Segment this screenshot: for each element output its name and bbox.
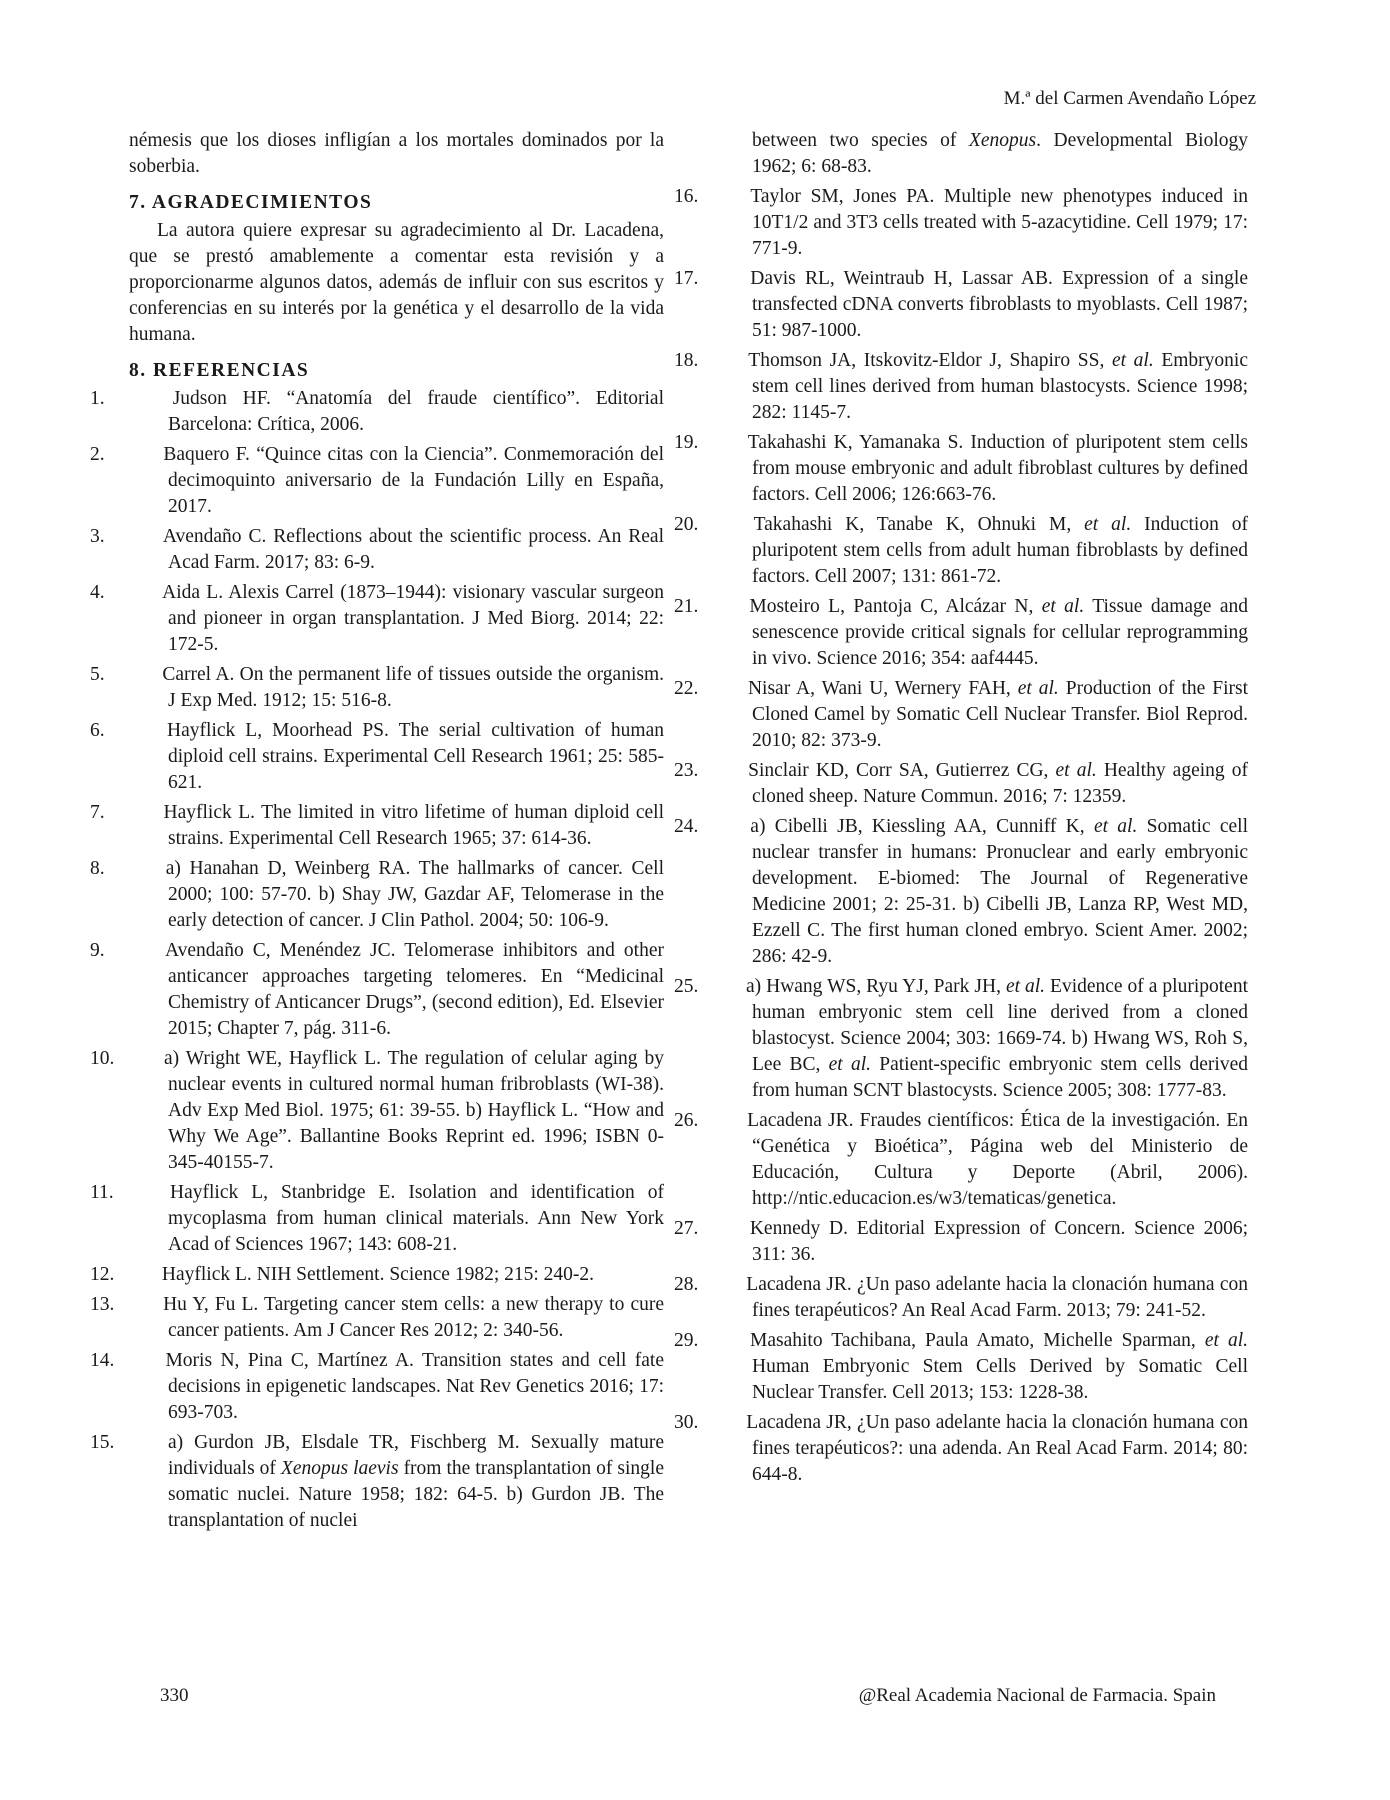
- reference-number: 27.: [674, 1218, 699, 1239]
- reference-item: [90, 718, 665, 796]
- references-list-right: [674, 128, 1249, 1488]
- reference-italic-text: et al.: [1111, 350, 1154, 371]
- reference-text: Baquero F. “Quince citas con la Ciencia”. Conmemoración del decimoquinto aniversario de la Fundación Lilly en España, 2017.: [163, 444, 665, 517]
- reference-item: [674, 512, 1249, 590]
- reference-number: 25.: [674, 976, 699, 997]
- reference-item: [674, 184, 1248, 262]
- reference-number: 6.: [90, 720, 105, 741]
- reference-text: Masahito Tachibana, Paula Amato, Michelle Sparman,: [750, 1330, 1205, 1351]
- left-column: [90, 128, 665, 1538]
- reference-number: 20.: [674, 514, 699, 535]
- reference-text: Nisar A, Wani U, Wernery FAH,: [747, 678, 1018, 699]
- reference-text: Aida L. Alexis Carrel (1873–1944): visionary vascular surgeon and pioneer in organ transplantation. J Med Biorg. 2014; 22: 172-5.: [162, 582, 664, 655]
- reference-text: Human Embryonic Stem Cells Derived by Somatic Cell Nuclear Transfer. Cell 2013; 153: 1228-38.: [752, 1356, 1248, 1403]
- footer-copyright: @Real Academia Nacional de Farmacia. Spain: [858, 1685, 1216, 1706]
- reference-item: [674, 1328, 1248, 1406]
- reference-text: between two species of: [752, 130, 969, 151]
- reference-item: [90, 800, 664, 852]
- reference-item: [674, 676, 1248, 754]
- reference-number: 5.: [90, 664, 105, 685]
- reference-text: Embryonic stem cell lines derived from human blastocysts. Science 1998; 282: 1145-7.: [752, 350, 1249, 423]
- references-list-left: [90, 386, 665, 1534]
- reference-text: Avendaño C. Reflections about the scientific process. An Real Acad Farm. 2017; 83: 6-9.: [162, 526, 664, 573]
- reference-text: Mosteiro L, Pantoja C, Alcázar N,: [749, 596, 1042, 617]
- reference-italic-text: et al.: [1084, 514, 1132, 535]
- reference-text: Hayflick L, Moorhead PS. The serial cultivation of human diploid cell strains. Experimental Cell Research 1961; 25: 585-621.: [167, 720, 665, 793]
- reference-number: 4.: [90, 582, 105, 603]
- reference-text: Carrel A. On the permanent life of tissues outside the organism. J Exp Med. 1912; 15: 516-8.: [162, 664, 664, 711]
- reference-number: 1.: [90, 388, 105, 409]
- reference-text: . Developmental Biology 1962; 6: 68-83.: [752, 130, 1248, 177]
- reference-number: 26.: [674, 1110, 699, 1131]
- references-heading: 8. REFERENCIAS: [129, 360, 310, 381]
- reference-item: [90, 662, 664, 714]
- reference-italic-text: et al.: [1017, 678, 1059, 699]
- reference-text: a) Hanahan D, Weinberg RA. The hallmarks of cancer. Cell 2000; 100: 57-70. b) Shay JW, Gazdar AF, Telomerase in the early detection of cancer. J Clin Pathol. 2004; 50: 106-9.: [165, 858, 665, 931]
- reference-number: 7.: [90, 802, 105, 823]
- reference-text: Takahashi K, Yamanaka S. Induction of pluripotent stem cells from mouse embryonic and adult fibroblast cultures by defined factors. Cell 2006; 126:663-76.: [747, 432, 1248, 505]
- reference-item: [90, 442, 665, 520]
- reference-text: Thomson JA, Itskovitz-Eldor J, Shapiro SS,: [748, 350, 1112, 371]
- reference-text: Lacadena JR. Fraudes científicos: Ética de la investigación. En “Genética y Bioética”, Página web del Ministerio de Educación, Cultura y Deporte (Abril, 2006). http://ntic.educacion.es/w3/tematicas/genetica.: [747, 1110, 1249, 1209]
- reference-text: Patient-specific embryonic stem cells derived from human SCNT blastocysts. Science 2005; 308: 1777-83.: [752, 1054, 1248, 1101]
- reference-text: Avendaño C, Menéndez JC. Telomerase inhibitors and other anticancer approaches targeting telomeres. En “Medicinal Chemistry of Anticancer Drugs”, (second edition), Ed. Elsevier 2015; Chapter 7, pág. 311-6.: [165, 940, 664, 1039]
- reference-number: 15.: [90, 1432, 115, 1453]
- reference-item: [90, 1262, 664, 1288]
- reference-number: 8.: [90, 858, 105, 879]
- reference-number: 2.: [90, 444, 105, 465]
- reference-text: Takahashi K, Tanabe K, Ohnuki M,: [753, 514, 1085, 535]
- reference-number: 12.: [90, 1264, 115, 1285]
- reference-text: Lacadena JR. ¿Un paso adelante hacia la clonación humana con fines terapéuticos? An Real Acad Farm. 2013; 79: 241-52.: [746, 1274, 1249, 1321]
- reference-number: 11.: [90, 1182, 114, 1203]
- reference-number: 9.: [90, 940, 105, 961]
- acknowledgements-paragraph: La autora quiere expresar su agradecimiento al Dr. Lacadena, que se prestó amablemente a comentar esta revisión y a proporcionarme algunos datos, además de influir con sus escritos y conferencias en su interés por la genética y el desarrollo de la vida humana.: [129, 220, 664, 345]
- reference-text: a) Cibelli JB, Kiessling AA, Cunniff K,: [750, 816, 1094, 837]
- reference-text: Sinclair KD, Corr SA, Gutierrez CG,: [748, 760, 1056, 781]
- reference-number: 13.: [90, 1294, 115, 1315]
- acknowledgements-heading: 7. AGRADECIMIENTOS: [129, 192, 373, 213]
- reference-number: 21.: [674, 596, 699, 617]
- reference-number: 10.: [90, 1048, 115, 1069]
- reference-item: [674, 758, 1248, 810]
- reference-item: [674, 1272, 1249, 1324]
- reference-item: [90, 580, 664, 658]
- reference-item: [674, 266, 1248, 344]
- reference-number: 24.: [674, 816, 699, 837]
- reference-text: Hayflick L. The limited in vitro lifetime of human diploid cell strains. Experimental Cell Research 1965; 37: 614-36.: [163, 802, 664, 849]
- reference-italic-text: et al.: [1093, 816, 1138, 837]
- reference-text: Moris N, Pina C, Martínez A. Transition states and cell fate decisions in epigenetic landscapes. Nat Rev Genetics 2016; 17: 693-703.: [165, 1350, 665, 1423]
- reference-text: Davis RL, Weintraub H, Lassar AB. Expression of a single transfected cDNA converts fibroblasts to myoblasts. Cell 1987; 51: 987-1000.: [750, 268, 1248, 341]
- reference-item: [674, 594, 1248, 672]
- reference-text: a) Gurdon JB, Elsdale TR, Fischberg M. Sexually mature individuals of: [167, 1432, 664, 1479]
- reference-item: [90, 856, 665, 934]
- reference-item: [674, 1216, 1249, 1268]
- reference-text: Kennedy D. Editorial Expression of Concern. Science 2006; 311: 36.: [749, 1218, 1249, 1265]
- reference-item: [674, 1108, 1249, 1212]
- reference-item: [90, 1180, 664, 1258]
- reference-item: [674, 348, 1249, 426]
- reference-number: 16.: [674, 186, 699, 207]
- reference-number: 22.: [674, 678, 699, 699]
- reference-text: Evidence of a pluripotent human embryonic stem cell line derived from a cloned blastocyst. Science 2004; 303: 1669-74. b) Hwang WS, Roh S, Lee BC,: [752, 976, 1248, 1075]
- reference-number: 18.: [674, 350, 699, 371]
- reference-text: Lacadena JR, ¿Un paso adelante hacia la clonación humana con fines terapéuticos?: una adenda. An Real Acad Farm. 2014; 80: 644-8.: [746, 1412, 1249, 1485]
- reference-number: 19.: [674, 432, 699, 453]
- reference-text: a) Hwang WS, Ryu YJ, Park JH,: [745, 976, 1006, 997]
- reference-text: Hayflick L. NIH Settlement. Science 1982; 215: 240-2.: [161, 1264, 595, 1285]
- reference-number: 28.: [674, 1274, 699, 1295]
- reference-italic-text: Xenopus laevis: [280, 1458, 399, 1479]
- reference-continuation: [713, 128, 1248, 180]
- reference-item: [90, 524, 664, 576]
- reference-italic-text: et al.: [828, 1054, 871, 1075]
- reference-item: [674, 814, 1248, 970]
- reference-text: Taylor SM, Jones PA. Multiple new phenotypes induced in 10T1/2 and 3T3 cells treated with 5-azacytidine. Cell 1979; 17: 771-9.: [750, 186, 1248, 259]
- right-column: [674, 128, 1249, 1492]
- reference-text: Somatic cell nuclear transfer in humans: Pronuclear and early embryonic development. E-biomed: The Journal of Regenerative Medicine 2001; 2: 25-31. b) Cibelli JB, Lanza RP, West MD, Ezzell C. The first human cloned embryo. Scient Amer. 2002; 286: 42-9.: [752, 816, 1248, 967]
- reference-item: [90, 386, 664, 438]
- reference-number: 29.: [674, 1330, 699, 1351]
- running-header-author: M.ª del Carmen Avendaño López: [1003, 88, 1256, 109]
- reference-italic-text: et al.: [1041, 596, 1085, 617]
- reference-item: [90, 938, 664, 1042]
- page-number: 330: [160, 1685, 189, 1706]
- reference-text: Hayflick L, Stanbridge E. Isolation and identification of mycoplasma from human clinical materials. Ann New York Acad of Sciences 1967; 143: 608-21.: [168, 1182, 664, 1255]
- reference-item: [674, 1410, 1249, 1488]
- reference-text: from the transplantation of single somatic nuclei. Nature 1958; 182: 64-5. b) Gurdon JB. The transplantation of nuclei: [168, 1458, 664, 1531]
- reference-number: 23.: [674, 760, 699, 781]
- reference-item: [90, 1348, 665, 1426]
- reference-text: Judson HF. “Anatomía del fraude científico”. Editorial Barcelona: Crítica, 2006.: [168, 388, 664, 435]
- reference-number: 14.: [90, 1350, 115, 1371]
- reference-text: Healthy ageing of cloned sheep. Nature Commun. 2016; 7: 12359.: [752, 760, 1248, 807]
- reference-number: 17.: [674, 268, 699, 289]
- reference-text: Induction of pluripotent stem cells from adult human fibroblasts by defined factors. Cell 2007; 131: 861-72.: [752, 514, 1249, 587]
- reference-text: Production of the First Cloned Camel by Somatic Cell Nuclear Transfer. Biol Reprod. 2010; 82: 373-9.: [752, 678, 1248, 751]
- reference-number: 30.: [674, 1412, 699, 1433]
- intro-paragraph: némesis que los dioses infligían a los mortales dominados por la soberbia.: [129, 130, 664, 177]
- reference-italic-text: Xenopus: [968, 130, 1037, 151]
- reference-item: [674, 430, 1248, 508]
- reference-text: a) Wright WE, Hayflick L. The regulation of celular aging by nuclear events in cultured normal human fribroblasts (WI-38). Adv Exp Med Biol. 1975; 61: 39-55. b) Hayflick L. “How and Why We Age”. Ballantine Books Reprint ed. 1996; ISBN 0-345-40155-7.: [163, 1048, 664, 1173]
- reference-italic-text: et al.: [1055, 760, 1097, 781]
- reference-item: [90, 1046, 664, 1176]
- reference-text: Tissue damage and senescence provide critical signals for cellular reprogramming in vivo. Science 2016; 354: aaf4445.: [752, 596, 1248, 669]
- reference-item: [674, 974, 1248, 1104]
- reference-italic-text: et al.: [1204, 1330, 1248, 1351]
- reference-number: 3.: [90, 526, 105, 547]
- reference-text: Hu Y, Fu L. Targeting cancer stem cells: a new therapy to cure cancer patients. Am J Cancer Res 2012; 2: 340-56.: [163, 1294, 664, 1341]
- reference-italic-text: et al.: [1005, 976, 1046, 997]
- reference-item: [90, 1430, 664, 1534]
- reference-item: [90, 1292, 664, 1344]
